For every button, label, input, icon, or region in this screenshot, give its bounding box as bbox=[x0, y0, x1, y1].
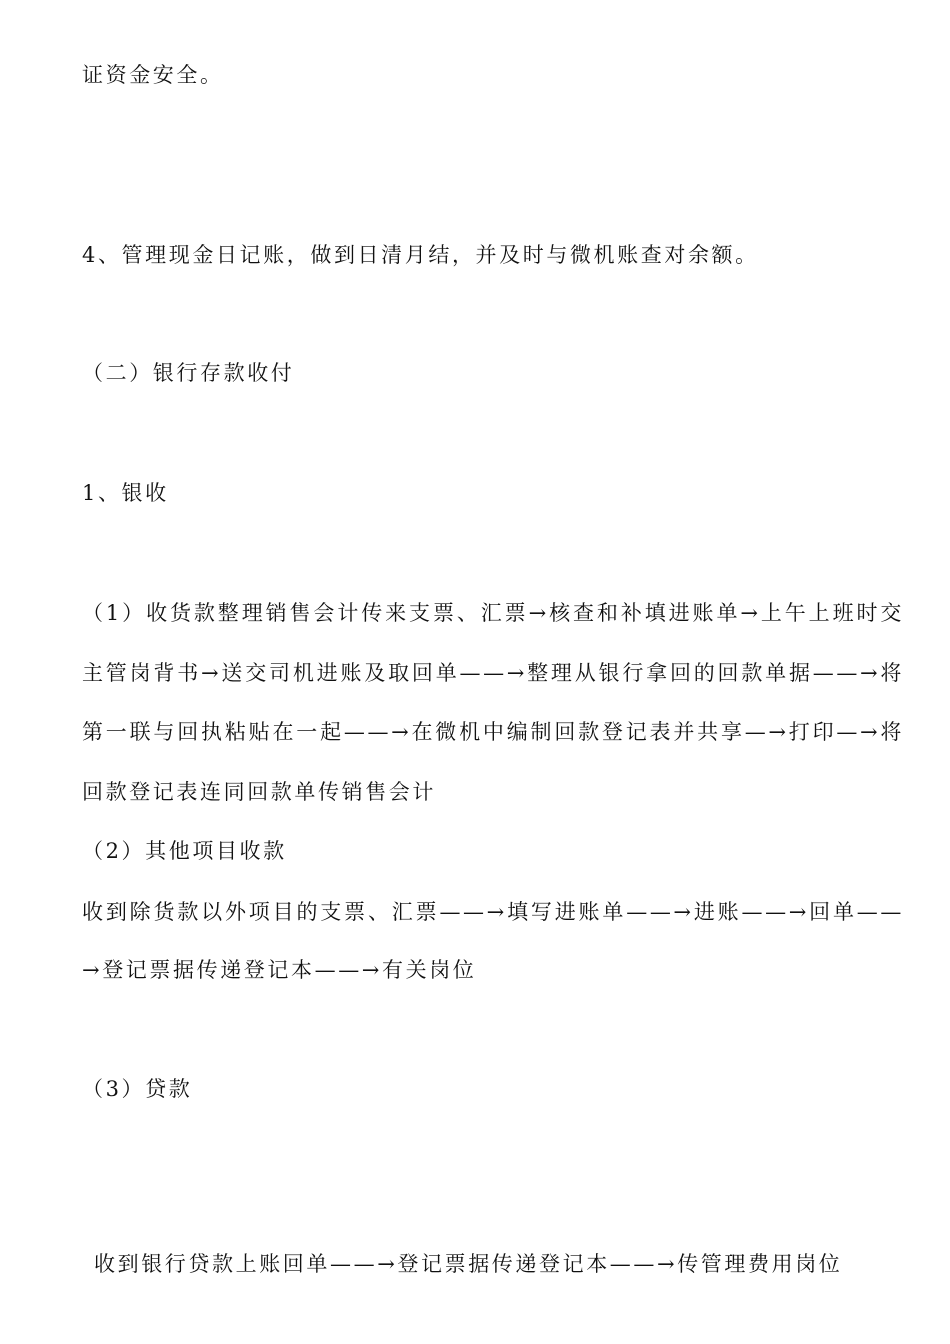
subheading-loan: （3）贷款 bbox=[82, 1077, 193, 1101]
paragraph-goods-payment-receipt: （1）收货款整理销售会计传来支票、汇票→核查和补填进账单→上午上班时交主管岗背书→送交司机进账及取回单——→整理从银行拿回的回款单据——→将第一联与回执粘贴在一起——→在微机中编制回款登记表并共享—→打印—→将回款登记表连同回款单传销售会计 bbox=[82, 601, 904, 804]
item-heading-bank-receipt: 1、银收 bbox=[82, 481, 169, 505]
paragraph-other-receipts: 收到除货款以外项目的支票、汇票——→填写进账单——→进账——→回单——→登记票据传递登记本——→有关岗位 bbox=[82, 900, 904, 982]
text-line-fund-safety: 证资金安全。 bbox=[82, 63, 224, 87]
text-line-cash-journal: 4、管理现金日记账，做到日清月结，并及时与微机账查对余额。 bbox=[82, 243, 759, 267]
paragraph-loan: 收到银行贷款上账回单——→登记票据传递登记本——→传管理费用岗位 bbox=[94, 1252, 843, 1276]
subheading-other-receipts: （2）其他项目收款 bbox=[82, 839, 287, 863]
section-heading-bank-deposit: （二）银行存款收付 bbox=[82, 361, 295, 385]
